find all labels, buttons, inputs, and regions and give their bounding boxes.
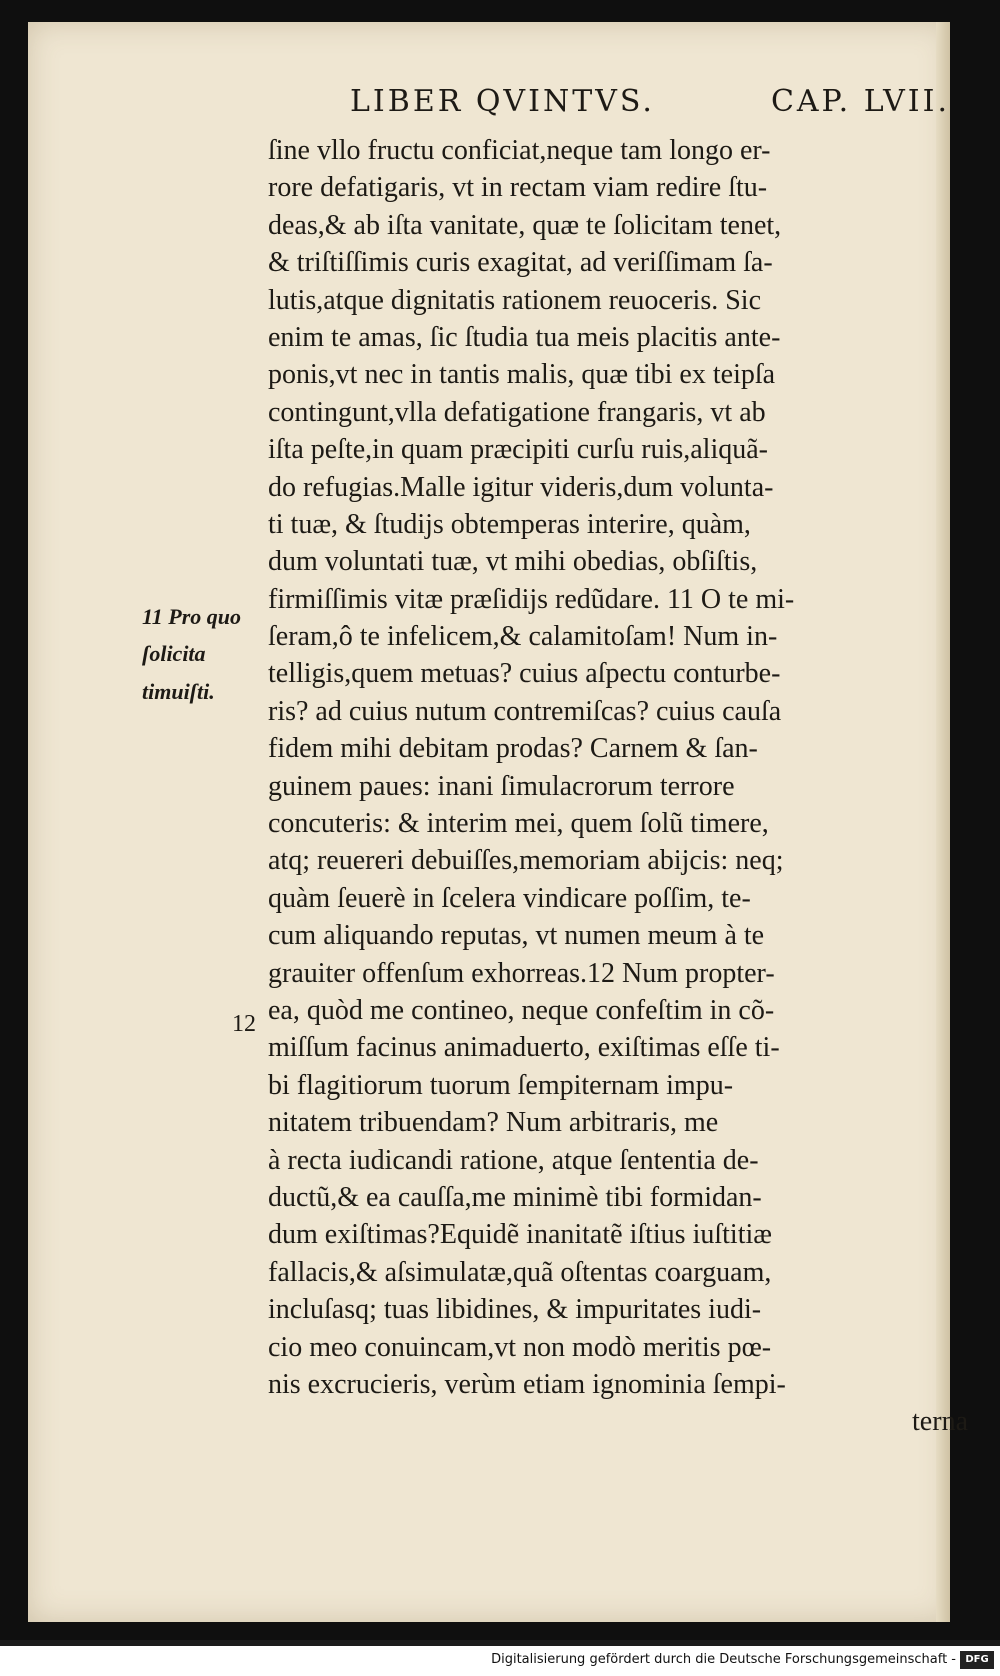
text-line: enim te amas, ſic ſtudia tua meis placitis ante- bbox=[268, 321, 781, 353]
footer-credit: Digitalisierung gefördert durch die Deutsche Forschungsgemeinschaft - bbox=[491, 1652, 956, 1667]
text-line: dum exiſtimas?Equidẽ inanitatẽ iſtius iuſtitiæ bbox=[268, 1219, 772, 1251]
text-line: cio meo conuincam,vt non modò meritis pœ- bbox=[268, 1331, 772, 1363]
text-line: cum aliquando reputas, vt numen meum à te bbox=[268, 920, 765, 952]
text-line: telligis,quem metuas? cuius aſpectu conturbe- bbox=[268, 658, 781, 690]
text-line: quàm ſeuerè in ſcelera vindicare poſſim, te- bbox=[268, 882, 751, 914]
margin-note-line: ſolicita bbox=[142, 641, 206, 667]
text-line: bi flagitiorum tuorum ſempiternam impu- bbox=[268, 1069, 734, 1101]
text-line: & triſtiſſimis curis exagitat, ad veriſſimam ſa- bbox=[268, 247, 773, 279]
text-line: fallacis,& aſsimulatæ,quã oſtentas coarguam, bbox=[268, 1256, 772, 1288]
margin-note-line: 11 Pro quo bbox=[142, 604, 242, 629]
text-line: concuteris: & interim mei, quem ſolũ timere, bbox=[268, 808, 769, 840]
text-line: nis excrucieris, verùm etiam ignominia ſempi- bbox=[268, 1368, 786, 1400]
body-text bbox=[268, 132, 968, 1441]
text-line: terna bbox=[912, 1406, 968, 1438]
text-line: à recta iudicandi ratione, atque ſententia de- bbox=[268, 1144, 759, 1176]
chapter-number: CAP. LVII. bbox=[770, 84, 950, 119]
text-line: incluſasq; tuas libidines, & impuritates iudi- bbox=[268, 1294, 762, 1326]
text-line: deas,& ab iſta vanitate, quæ te ſolicitam tenet, bbox=[268, 209, 782, 241]
text-line: fidem mihi debitam prodas? Carnem & ſan- bbox=[268, 733, 758, 765]
text-line: ponis,vt nec in tantis malis, quæ tibi ex teipſa bbox=[268, 359, 776, 391]
footer-bar bbox=[0, 1646, 1000, 1676]
text-line: ti tuæ, & ſtudijs obtemperas interire, quàm, bbox=[268, 508, 751, 540]
text-line: ea, quòd me contineo, neque confeſtim in cõ- bbox=[268, 994, 775, 1026]
text-line: lutis,atque dignitatis rationem reuoceris. Sic bbox=[268, 284, 761, 316]
text-line: grauiter offenſum exhorreas.12 Num propter- bbox=[268, 957, 775, 989]
text-line: nitatem tribuendam? Num arbitraris, me bbox=[268, 1107, 719, 1139]
margin-note bbox=[142, 598, 266, 710]
text-line: contingunt,vlla defatigatione frangaris, vt ab bbox=[268, 396, 766, 428]
text-line: firmiſſimis vitæ præſidijs redũdare. 11 O te mi- bbox=[268, 583, 795, 615]
text-line: ſeram,ô te infelicem,& calamitoſam! Num in- bbox=[268, 621, 778, 653]
text-line: guinem paues: inani ſimulacrorum terrore bbox=[268, 770, 735, 802]
text-line: dum voluntati tuæ, vt mihi obedias, obſiſtis, bbox=[268, 546, 758, 578]
verse-marker: 12 bbox=[232, 1011, 256, 1037]
text-line: atq; reuereri debuiſſes,memoriam abijcis: neq; bbox=[268, 845, 784, 877]
dfg-logo: DFG bbox=[960, 1651, 994, 1669]
book-title: LIBER QVINTVS. bbox=[350, 84, 655, 119]
text-line: rore defatigaris, vt in rectam viam redire ſtu- bbox=[268, 172, 768, 204]
text-line: miſſum facinus animaduerto, exiſtimas eſſe ti- bbox=[268, 1032, 780, 1064]
text-line: iſta peſte,in quam præcipiti curſu ruis,aliquã- bbox=[268, 434, 768, 466]
text-line: do refugias.Malle igitur videris,dum volunta- bbox=[268, 471, 774, 503]
text-line: ris? ad cuius nutum contremiſcas? cuius cauſa bbox=[268, 695, 782, 727]
text-line: ductũ,& ea cauſſa,me minimè tibi formidan- bbox=[268, 1181, 762, 1213]
running-head bbox=[320, 84, 970, 124]
text-line: ſine vllo fructu conficiat,neque tam longo er- bbox=[268, 135, 771, 166]
margin-note-line: timuiſti. bbox=[142, 678, 215, 704]
